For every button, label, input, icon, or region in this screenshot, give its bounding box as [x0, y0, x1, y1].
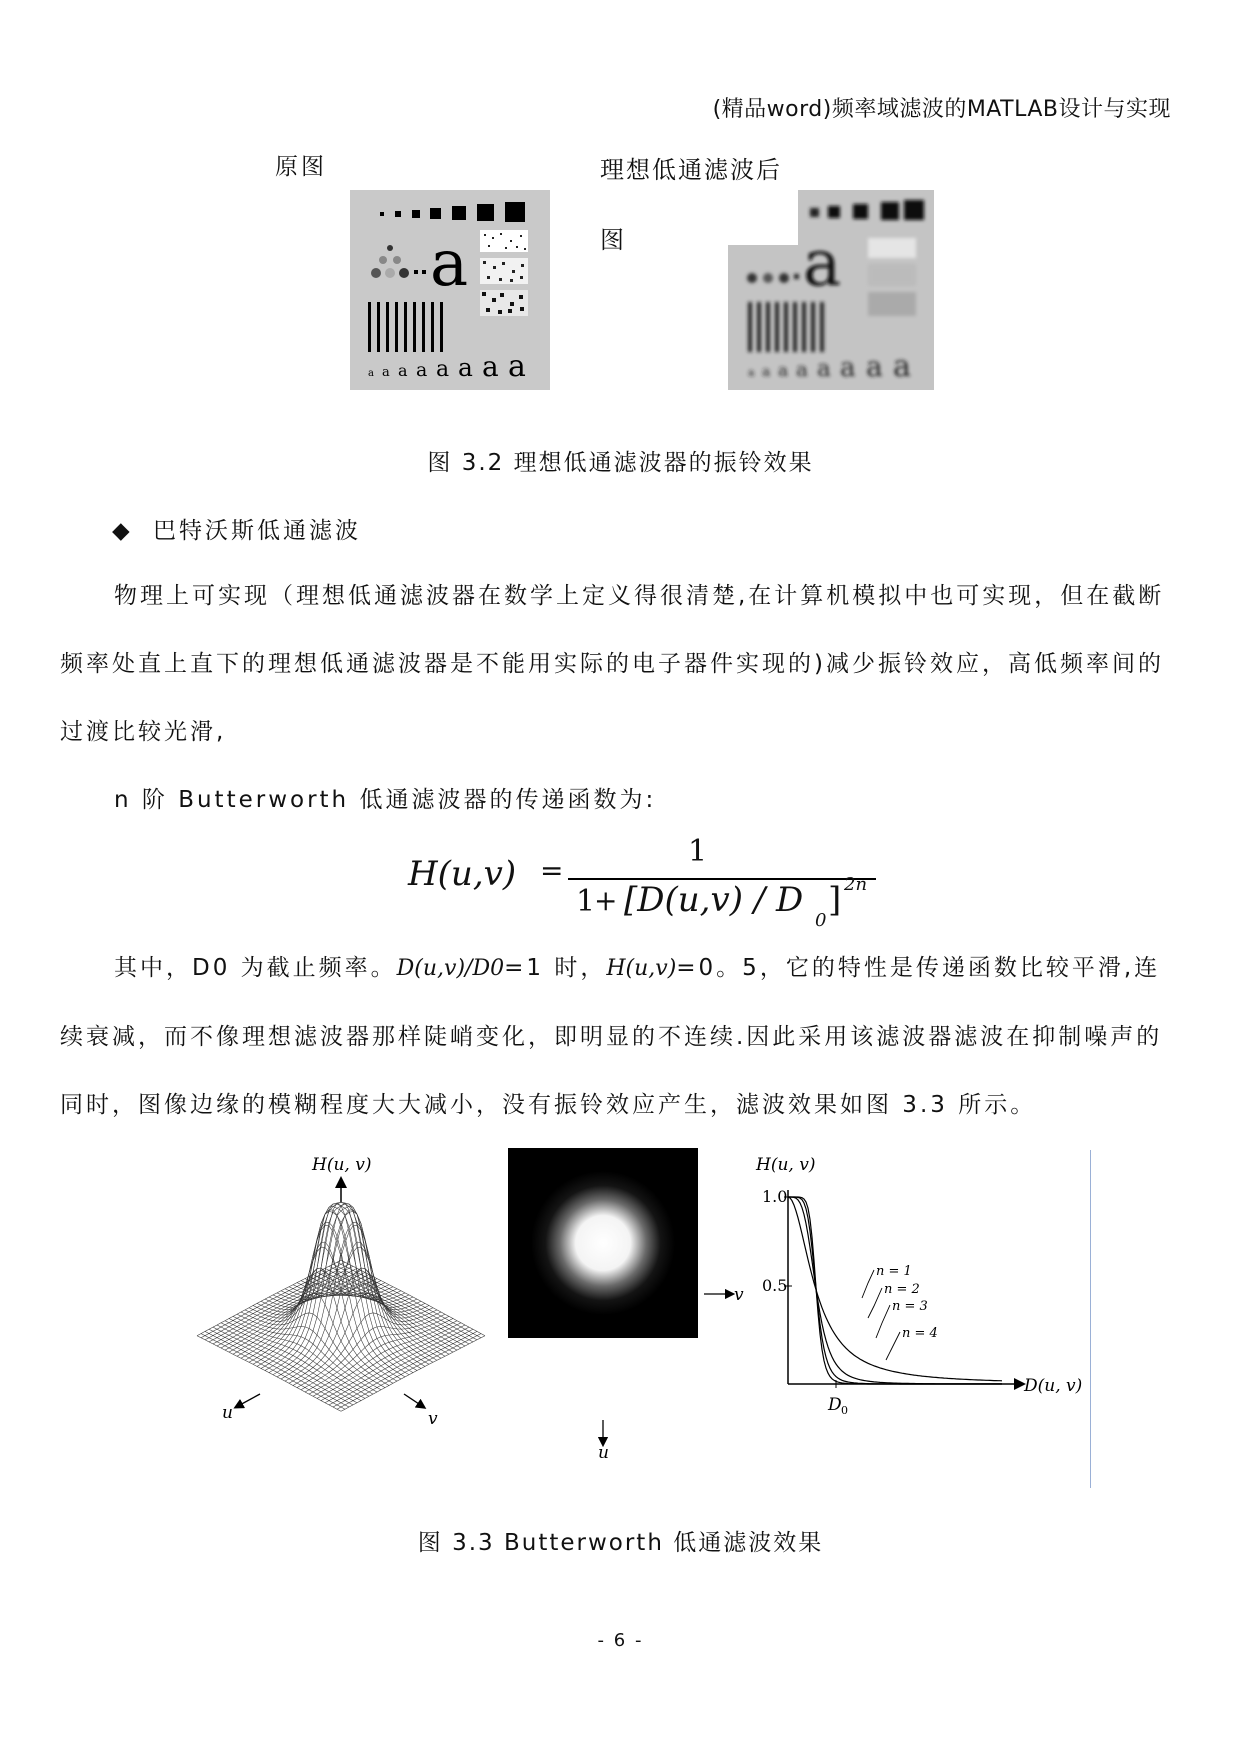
surface-axis-v-label: v [428, 1409, 438, 1429]
plot-tick-1: 1.0 [762, 1187, 788, 1206]
surface-mesh-line [285, 1242, 429, 1381]
formula-subscript: 0 [815, 910, 827, 931]
svg-text:a: a [368, 368, 374, 379]
curve-label-n3: n = 3 [892, 1299, 928, 1314]
plot-xtick-sub: 0 [841, 1404, 848, 1417]
surface-mesh-line [329, 1329, 473, 1405]
svg-text:a: a [796, 357, 808, 381]
curve-label-n2: n = 2 [884, 1282, 920, 1297]
surface-mesh-line [273, 1207, 417, 1375]
formula-plus: + [594, 884, 618, 917]
surface-mesh-line [337, 1262, 481, 1338]
svg-text:a: a [482, 350, 499, 383]
svg-text:a: a [778, 361, 789, 381]
page-header: (精品word)频率域滤波的MATLAB设计与实现 [712, 97, 1171, 122]
surface-mesh-line [253, 1242, 397, 1381]
formula-equals: = [540, 854, 564, 887]
surface-svg [198, 1148, 498, 1436]
formula-numerator: 1 [688, 834, 708, 869]
formula-denominator-one: 1 [576, 884, 596, 919]
curve-label-n1: n = 1 [876, 1264, 912, 1279]
svg-text:a: a [893, 349, 911, 384]
filter-image-svg [508, 1148, 758, 1463]
surface-mesh-line [305, 1316, 449, 1392]
svg-text:a: a [762, 364, 771, 380]
svg-text:a: a [803, 227, 842, 301]
surface-mesh-line [209, 1329, 353, 1405]
svg-text:a: a [458, 353, 473, 382]
formula-lhs: H(u,v) [408, 854, 517, 894]
surface-mesh-line [209, 1266, 353, 1342]
formula-denominator-body: [D(u,v) / D [624, 880, 804, 920]
filtered-test-pattern [728, 190, 934, 390]
bullet-diamond-icon: ◆ [112, 518, 133, 544]
surface-mesh-line [317, 1323, 461, 1399]
original-image-label: 原图 [275, 154, 327, 180]
svg-text:a: a [398, 361, 408, 380]
svg-text:a: a [840, 353, 856, 383]
surface-mesh-line [341, 1260, 485, 1336]
section-heading [112, 512, 361, 545]
surface-mesh-line [201, 1262, 345, 1338]
plot-tick-05: 0.5 [762, 1276, 788, 1295]
svg-text:a: a [508, 349, 526, 384]
test-letter: a [430, 227, 469, 301]
paragraph-2: n 阶 Butterworth 低通滤波器的传递函数为: [114, 787, 657, 813]
surface-mesh-line [313, 1321, 457, 1397]
paragraph-3-math-ratio: D(u,v)/D0 [396, 956, 505, 981]
curve-plot-svg [752, 1148, 1092, 1448]
page-number: - 6 - [597, 1630, 644, 1651]
figure-3-2-caption: 图 3.2 理想低通滤波器的振铃效果 [427, 450, 814, 476]
surface-mesh-line [229, 1277, 373, 1353]
svg-text:a: a [436, 357, 450, 382]
plot-xtick: D [828, 1395, 842, 1415]
original-test-image [350, 190, 550, 390]
butterworth-curve-plot [752, 1148, 1092, 1448]
paragraph-3-part-b: =1 时， [504, 955, 607, 981]
paragraph-3-part-a: 其中，D0 为截止频率。 [114, 955, 397, 981]
surface-mesh-line [309, 1277, 453, 1353]
plot-xlabel: D(u, v) [1024, 1376, 1083, 1396]
filtered-test-image [728, 190, 934, 390]
surface-axis-u-label: u [222, 1403, 233, 1423]
paragraph-3-part-c: =0。5，它的特性是传递函数比较平滑,连续衰减，而不像理想滤波器那样陡峭变化，即明显的不连续.因此采用该滤波器滤波在抑制噪声的同时，图像边缘的模糊程度大大减小，没有振铃效应产生，滤波效果如图 3.3 所示。 [60, 955, 1163, 1118]
surface-mesh-line [205, 1264, 349, 1340]
image-axis-u-label: u [598, 1443, 609, 1463]
plot-ylabel: H(u, v) [756, 1155, 816, 1175]
svg-text:a: a [748, 366, 755, 379]
formula-exponent: 2n [844, 874, 868, 895]
surface-mesh-line [321, 1325, 465, 1401]
butterworth-formula [408, 834, 888, 930]
formula-bracket-close: ] [828, 880, 842, 920]
butterworth-surface-plot [198, 1148, 498, 1436]
paragraph-3-math-h: H(u,v) [606, 956, 677, 981]
surface-mesh-line [233, 1316, 377, 1392]
surface-mesh-line [333, 1264, 477, 1340]
svg-text:a: a [382, 365, 390, 380]
surface-mesh-line [201, 1334, 345, 1410]
paragraph-1: 物理上可实现（理想低通滤波器在数学上定义得很清楚,在计算机模拟中也可实现，但在截断频率处直上直下的理想低通滤波器是不能用实际的电子器件实现的)减少振铃效应，高低频率间的过渡比较光滑, [60, 583, 1165, 745]
svg-text:a: a [866, 350, 883, 383]
surface-mesh-line [225, 1321, 369, 1397]
paragraph-3 [60, 934, 1180, 1139]
original-test-pattern [350, 190, 550, 390]
filtered-image-label-2: 图 [600, 226, 624, 254]
section-title: 巴特沃斯低通滤波 [153, 518, 362, 544]
svg-text:a: a [817, 356, 831, 382]
surface-mesh-line [221, 1323, 365, 1399]
figure-border-line [1090, 1150, 1091, 1488]
image-axis-v-label: v [734, 1285, 744, 1305]
surface-mesh-line [197, 1260, 341, 1336]
surface-mesh-line [329, 1266, 473, 1342]
svg-text:a: a [416, 359, 428, 381]
surface-mesh-line [265, 1207, 409, 1375]
surface-mesh-line [217, 1325, 361, 1401]
butterworth-filter-image [508, 1148, 758, 1463]
figure-3-3-caption: 图 3.3 Butterworth 低通滤波效果 [417, 1530, 824, 1556]
filtered-image-label: 理想低通滤波后 [600, 156, 782, 184]
surface-mesh-line [269, 1204, 413, 1373]
surface-mesh-line [269, 1204, 413, 1373]
curve-label-n4: n = 4 [902, 1326, 938, 1341]
surface-axis-z-label: H(u, v) [312, 1155, 372, 1175]
